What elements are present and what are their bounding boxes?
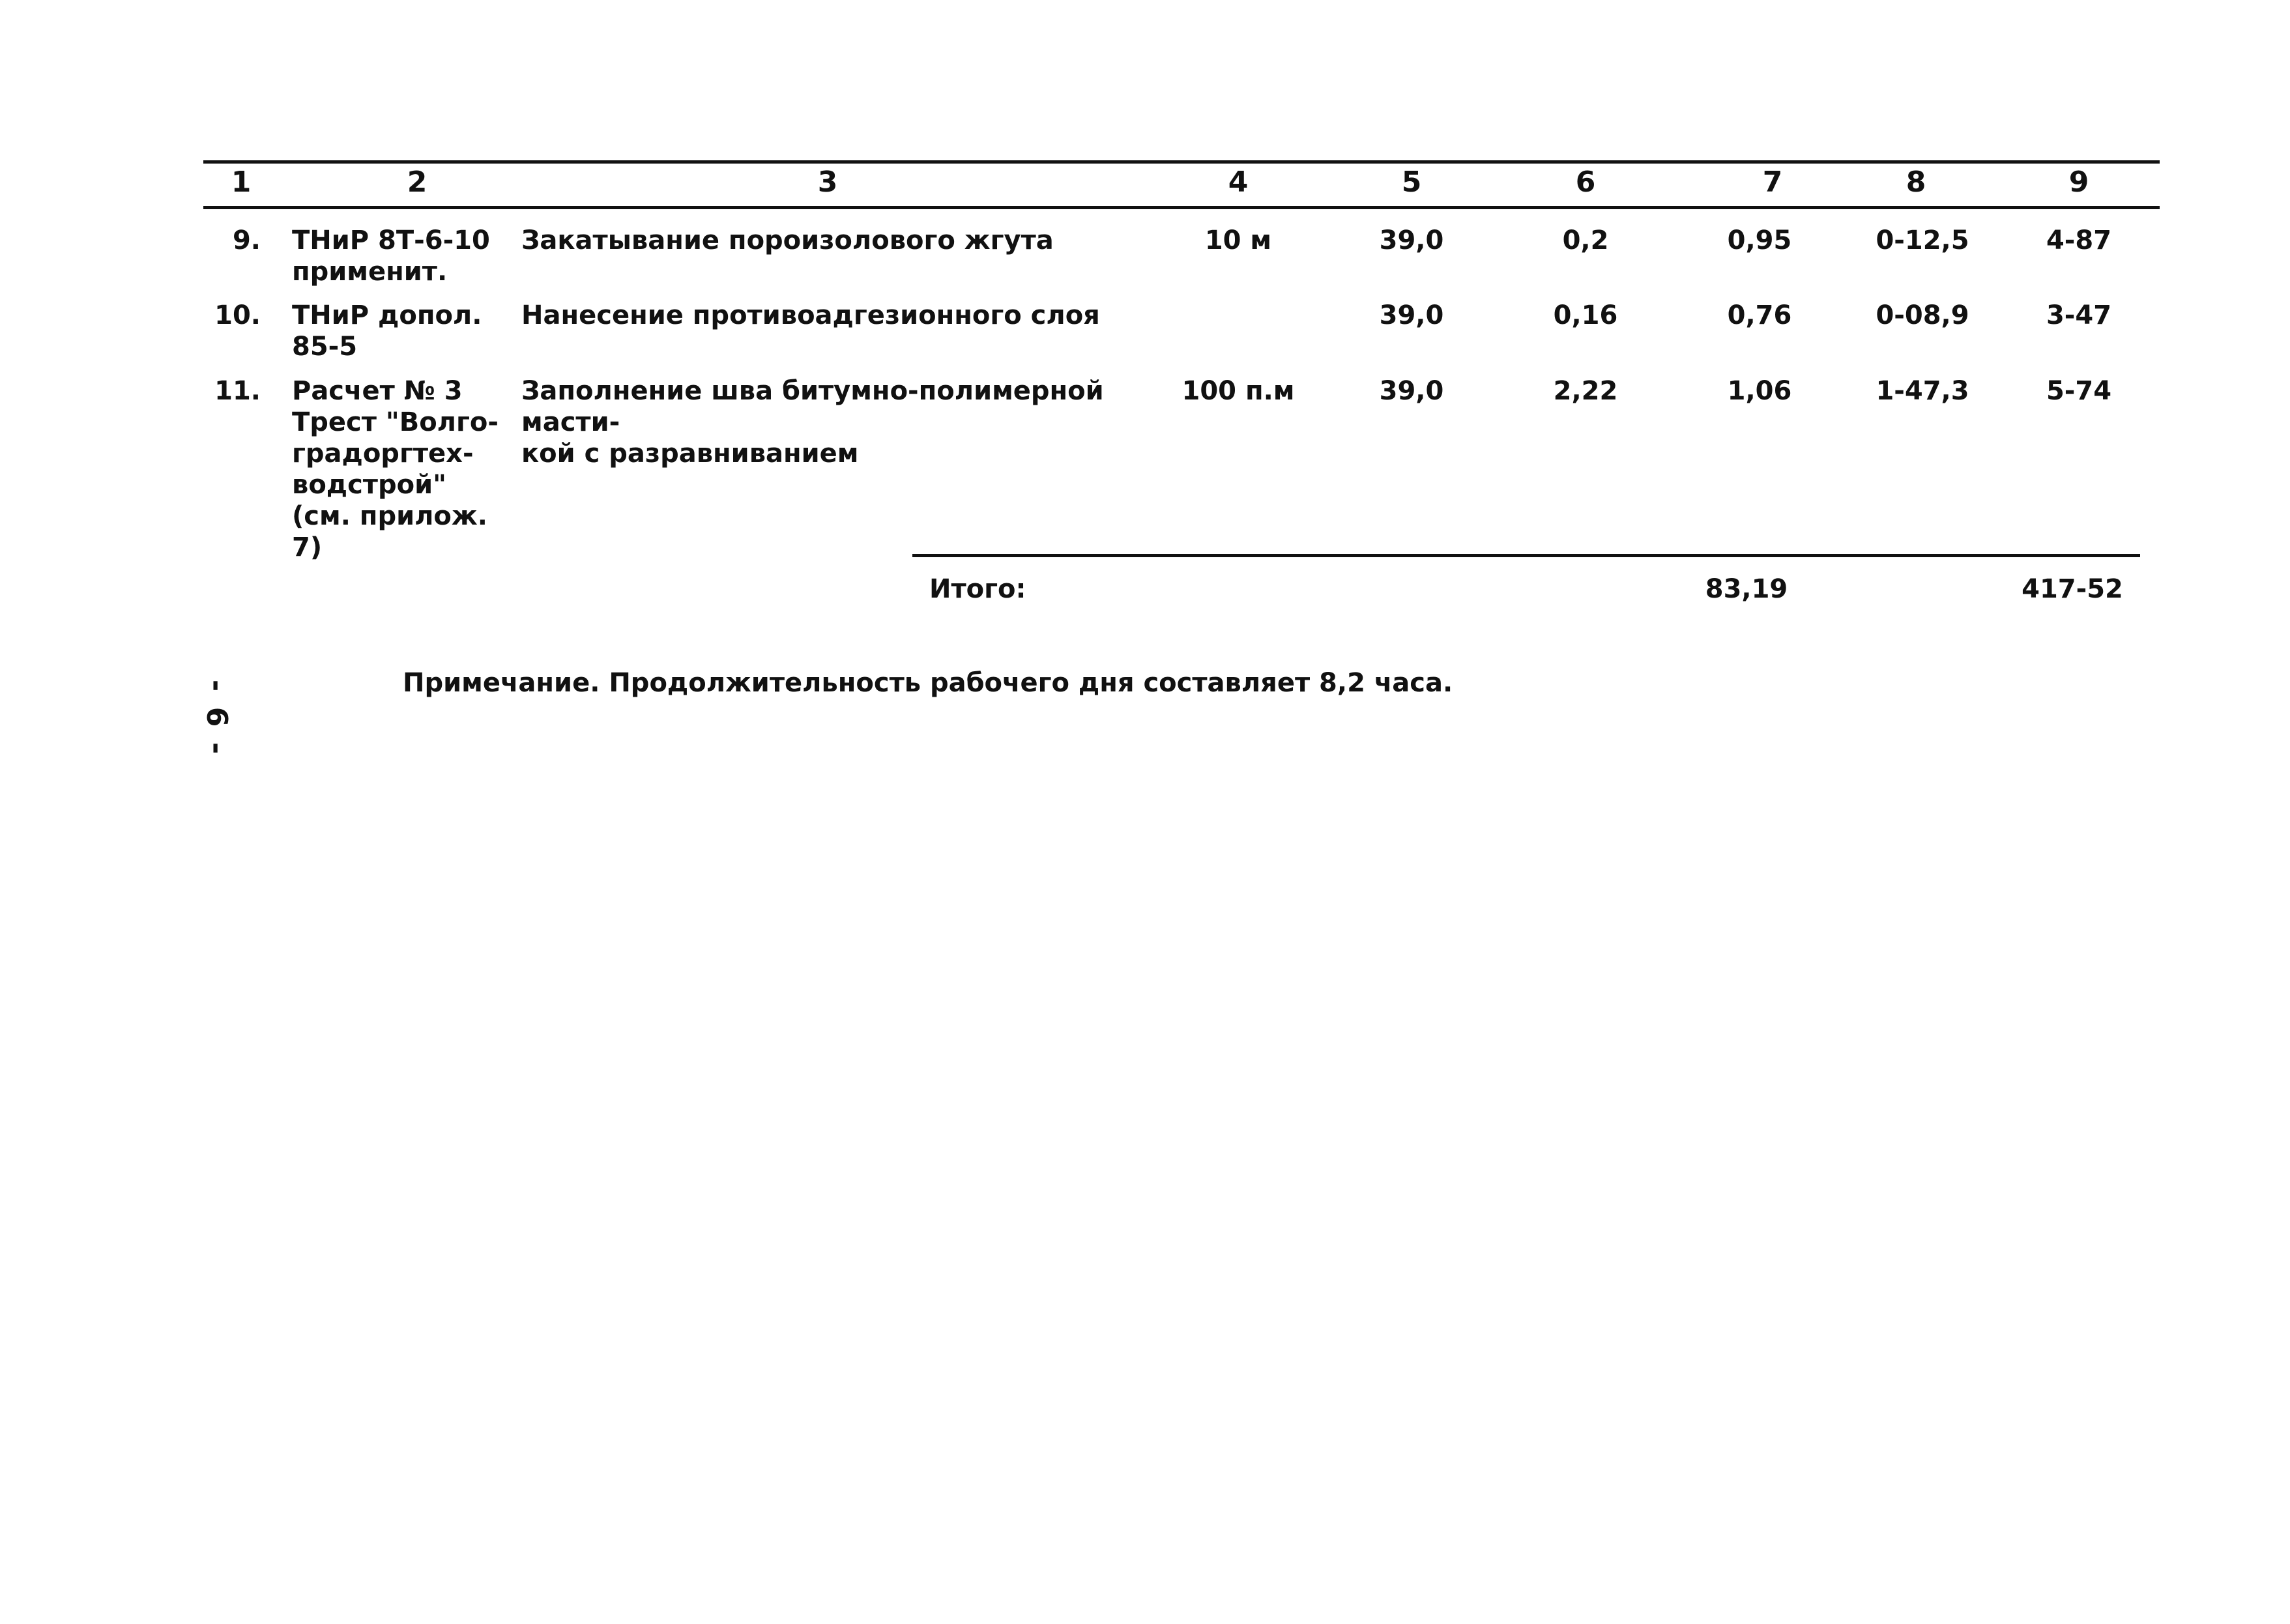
table-row-11-source-line-2: Трест "Волго- xyxy=(292,407,499,437)
table-row-11-col-7: 1,06 xyxy=(1727,376,1792,406)
table-row-9-col-5: 39,0 xyxy=(1379,225,1444,255)
table-row-10-operation-line-1: Нанесение противоадгезионного слоя xyxy=(521,300,1100,330)
header-col-6: 6 xyxy=(1575,166,1596,199)
table-row-9-col-6: 0,2 xyxy=(1562,225,1609,255)
table-row-9-operation xyxy=(521,225,1147,256)
table-row-10-source-line-2: 85-5 xyxy=(292,332,358,362)
table-row-11-col-5: 39,0 xyxy=(1379,376,1444,406)
header-col-9: 9 xyxy=(2068,166,2089,199)
page-number xyxy=(200,671,233,762)
table-row-11-unit: 100 п.м xyxy=(1181,376,1295,406)
table-row-10-col-5: 39,0 xyxy=(1379,300,1444,330)
table-row-10-col-8: 0-08,9 xyxy=(1876,300,1969,330)
table-row-10-operation xyxy=(521,300,1147,331)
table-row-9-col-8: 0-12,5 xyxy=(1876,225,1969,255)
total-col-7: 83,19 xyxy=(1705,574,1788,604)
page-number-dash-top: - xyxy=(200,679,233,692)
table-row-11-source-line-4: водстрой" xyxy=(292,470,446,500)
table-row-9-col-7: 0,95 xyxy=(1727,225,1792,255)
header-col-1: 1 xyxy=(231,166,252,199)
table-row-11-operation-line-1: Заполнение шва битумно-полимерной масти- xyxy=(521,376,1104,437)
table-row-10-source-line-1: ТНиР допол. xyxy=(292,300,482,330)
table-row-9-num: 9. xyxy=(232,225,261,255)
table-row-10-col-7: 0,76 xyxy=(1727,300,1792,330)
table-row-9-source xyxy=(292,225,514,287)
table-row-11-operation-line-2: кой с разравниванием xyxy=(521,439,859,469)
page-number-dash-bottom: - xyxy=(200,742,233,755)
table-row-11-operation xyxy=(521,375,1147,469)
table-row-10-source xyxy=(292,300,514,362)
header-col-7: 7 xyxy=(1762,166,1783,199)
header-col-3: 3 xyxy=(817,166,838,199)
table-row-11-col-8: 1-47,3 xyxy=(1876,376,1969,406)
total-label: Итого: xyxy=(929,574,1026,604)
page-number-digit: 6 xyxy=(200,706,233,727)
header-col-2: 2 xyxy=(407,166,428,199)
table-row-10-col-6: 0,16 xyxy=(1553,300,1618,330)
table-row-11-source-line-3: градоргтех- xyxy=(292,439,474,469)
document-note: Примечание. Продолжительность рабочего дня составляет 8,2 часа. xyxy=(403,668,1453,698)
header-col-4: 4 xyxy=(1228,166,1249,199)
total-rule xyxy=(912,554,2140,557)
table-row-9-source-line-2: применит. xyxy=(292,257,448,287)
table-row-9-operation-line-1: Закатывание пороизолового жгута xyxy=(521,225,1054,255)
table-row-10-col-9: 3-47 xyxy=(2046,300,2112,330)
header-col-5: 5 xyxy=(1401,166,1422,199)
table-row-11-num: 11. xyxy=(214,376,261,406)
table-row-9-source-line-1: ТНиР 8Т-6-10 xyxy=(292,225,490,255)
table-row-11-source xyxy=(292,375,514,563)
table-top-rule xyxy=(203,160,2160,164)
table-row-9-unit: 10 м xyxy=(1204,225,1272,255)
table-row-11-source-line-1: Расчет № 3 xyxy=(292,376,463,406)
table-row-9-col-9: 4-87 xyxy=(2046,225,2112,255)
header-col-8: 8 xyxy=(1906,166,1926,199)
table-row-10-num: 10. xyxy=(214,300,261,330)
table-row-11-source-line-5: (см. прилож. 7) xyxy=(292,501,487,562)
table-row-11-col-9: 5-74 xyxy=(2046,376,2112,406)
table-row-11-col-6: 2,22 xyxy=(1553,376,1618,406)
total-col-9: 417-52 xyxy=(2022,574,2123,604)
header-bottom-rule xyxy=(203,206,2160,209)
